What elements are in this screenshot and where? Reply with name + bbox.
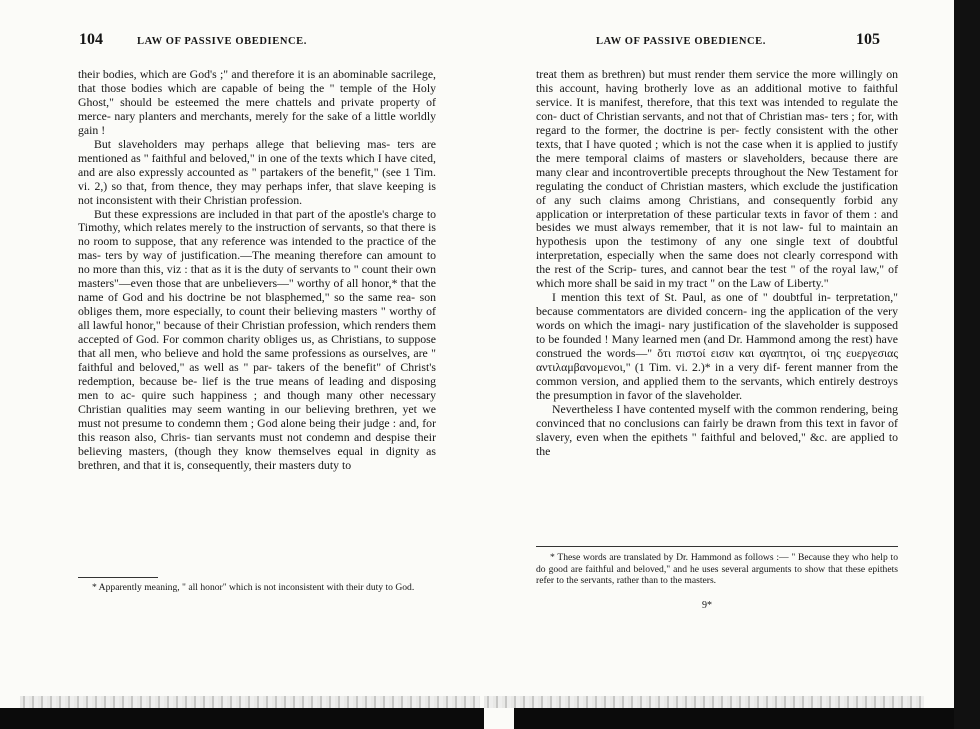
right-page bbox=[484, 0, 954, 729]
right-scan-edge bbox=[484, 696, 924, 708]
right-footnote-text: * These words are translated by Dr. Hammond as follows :— " Because they who help to do good are faithful and beloved," and he uses several arguments to show that these epithets refer to the servants, rather than to the masters. bbox=[536, 552, 898, 587]
left-footnote-rule bbox=[78, 577, 158, 578]
left-page bbox=[0, 0, 484, 729]
right-paragraph-2: I mention this text of St. Paul, as one of " doubtful in- terpretation," because commentators are divided concern- ing the application of the very words on which the imagi- nary justification of the slaveholder is supposed to be founded ! Many learned men (and Dr. Hammond among the rest) have construed the words—" ὅτι πιστοί εισιν και αγαπητοι, οἱ της ευεργεσιας αντιλαμβανομενοι," (1 Tim. vi. 2.)* in a very dif- ferent manner from the common version, and applied them to the servants, which entirely destroys the presumption in favor of the slaveholder. bbox=[536, 290, 898, 402]
right-bottom-shadow bbox=[514, 708, 954, 729]
right-footnote bbox=[536, 552, 898, 587]
right-footnote-rule bbox=[536, 546, 898, 547]
right-paragraph-3: Nevertheless I have contented myself with the common rendering, being convinced that no conclusions can fairly be drawn from this text in favor of slavery, even when the epithets " faithful and beloved," &c. are applied to the bbox=[536, 401, 898, 458]
left-paragraph-3: But these expressions are included in that part of the apostle's charge to Timothy, which relates merely to the instruction of servants, so that there is no room to suppose, that any reference was intended to the practice of the mas- ters by way of justification.—The meaning therefore can amount to no more than this, viz : that as it is the duty of servants to " count their own masters"—even those that are unbelievers—" worthy of all honor,* that the name of God and his doctrine be not blasphemed," so the same rea- son obliges them, more especially, to count their believing masters " worthy of all lawful honor," because of their Christian profession, which renders them accepted of God. For common charity obliges us, as Christians, to suppose that all men, who believe and hold the same professions as ourselves, are " faithful and beloved," as well as " par- takers of the benefit" of Christ's redemption, because be- lief is the true means of leading and disposing men to ac- quire such happiness ; and though many other necessary Christian qualities may seem wanting in our believing brethren, yet we must not presume to condemn them ; God alone being their judge : and, for this reason also, Chris- tian servants must not condemn and despise their believing masters, (though they know themselves equal in dignity as brethren, and that it is, consequently, their masters duty to bbox=[78, 206, 436, 472]
left-bottom-shadow bbox=[0, 708, 484, 729]
left-footnote bbox=[78, 582, 436, 594]
left-body-text bbox=[78, 68, 436, 473]
right-body-text bbox=[536, 68, 898, 459]
left-scan-edge bbox=[20, 696, 480, 708]
left-page-number: 104 bbox=[79, 31, 103, 48]
right-paragraph-1: treat them as brethren) but must render them service the more willingly on this account, having brotherly love as an additional motive to faithful service. It is manifest, therefore, that this text was intended to regulate the con- duct of Christian servants, and not that of Christian mas- ters ; for, with regard to the former, the doctrine is per- fectly consistent with the other texts, that I have quoted ; which is not the case when it is applied to justify the mere temporal claims of masters or slaveholders, because there are many clear and incontrovertible precepts throughout the New Testament for regulating the conduct of Christian masters, which exclude the justification of any such claims among Christians, and consequently forbid any application or interpretation of these particular texts in favor of them : and besides we must always remember, that it is not law- ful to maintain an hypothesis upon the testimony of any one single text of doubtful interpretation, especially when the same does not clearly correspond with the rest of the Scrip- tures, and cannot bear the test " of the royal law," of which more shall be said in my tract " on the Law of Liberty." bbox=[536, 67, 898, 291]
signature-mark: 9* bbox=[702, 600, 712, 611]
left-paragraph-2: But slaveholders may perhaps allege that believing mas- ters are mentioned as " faithful and beloved," in one of the texts which I have cited, and are also expressly accounted as " partakers of the benefit," (see 1 Tim. vi. 2,) so that, from thence, they may perhaps infer, that slave keeping is not inconsistent with their Christian profession. bbox=[78, 136, 436, 207]
book-edge-shadow bbox=[954, 0, 980, 729]
right-running-head: LAW OF PASSIVE OBEDIENCE. bbox=[596, 36, 767, 47]
left-paragraph-1: their bodies, which are God's ;" and therefore it is an abominable sacrilege, that those bodies which are capable of being the " temple of the Holy Ghost," should be esteemed the mere chattels and private property of merce- nary planters and merchants, merely for the sake of a little worldly gain ! bbox=[78, 67, 436, 137]
right-page-number: 105 bbox=[856, 31, 880, 48]
left-footnote-text: * Apparently meaning, " all honor" which is not inconsistent with their duty to God. bbox=[92, 582, 415, 593]
left-running-head: LAW OF PASSIVE OBEDIENCE. bbox=[137, 36, 308, 47]
